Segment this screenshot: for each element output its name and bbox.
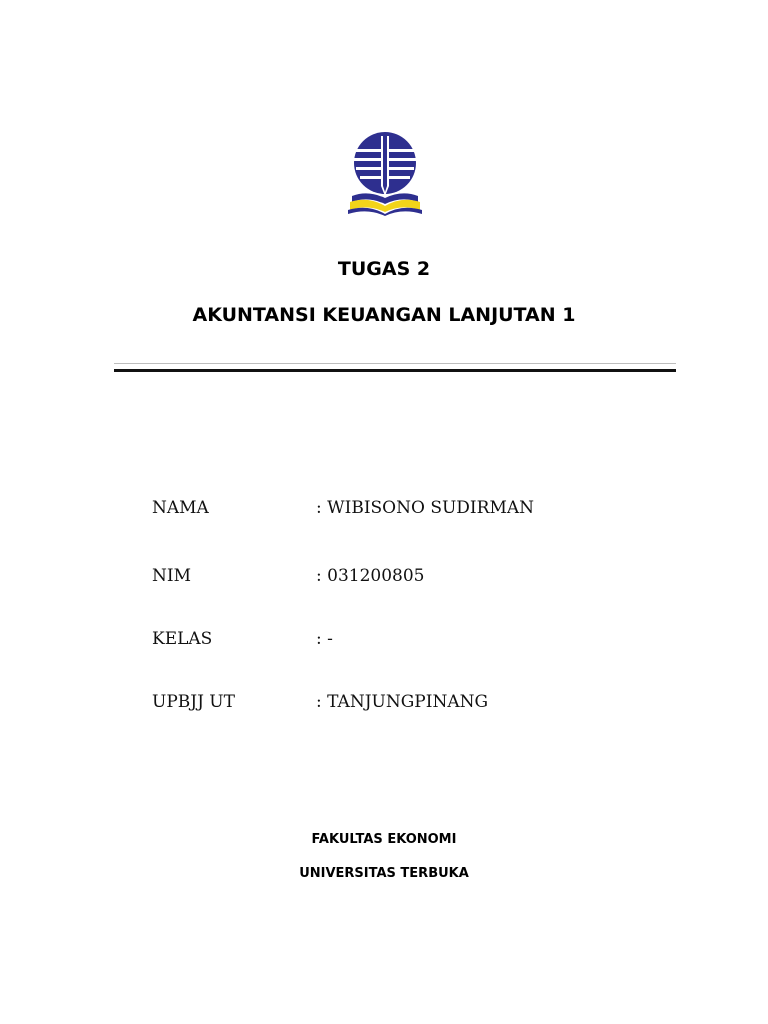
info-row-upbjj [152,690,672,714]
info-label: NAMA [152,498,209,518]
info-row-nim [152,564,672,588]
info-row-kelas [152,627,672,651]
info-value: : TANJUNGPINANG [316,692,489,712]
course-title: AKUNTANSI KEUANGAN LANJUTAN 1 [192,304,576,326]
info-value: : 031200805 [316,566,425,586]
info-label: NIM [152,566,191,586]
info-value: : WIBISONO SUDIRMAN [316,498,535,518]
divider-thin [114,363,676,364]
info-label: KELAS [152,629,213,649]
faculty-name: FAKULTAS EKONOMI [311,832,457,847]
info-row-nama [152,496,672,520]
info-label: UPBJJ UT [152,692,235,712]
university-name: UNIVERSITAS TERBUKA [299,866,469,881]
divider-thick [114,369,676,372]
universitas-terbuka-logo-icon [348,130,422,216]
document-title: TUGAS 2 [337,258,431,280]
info-value: : - [316,629,333,649]
